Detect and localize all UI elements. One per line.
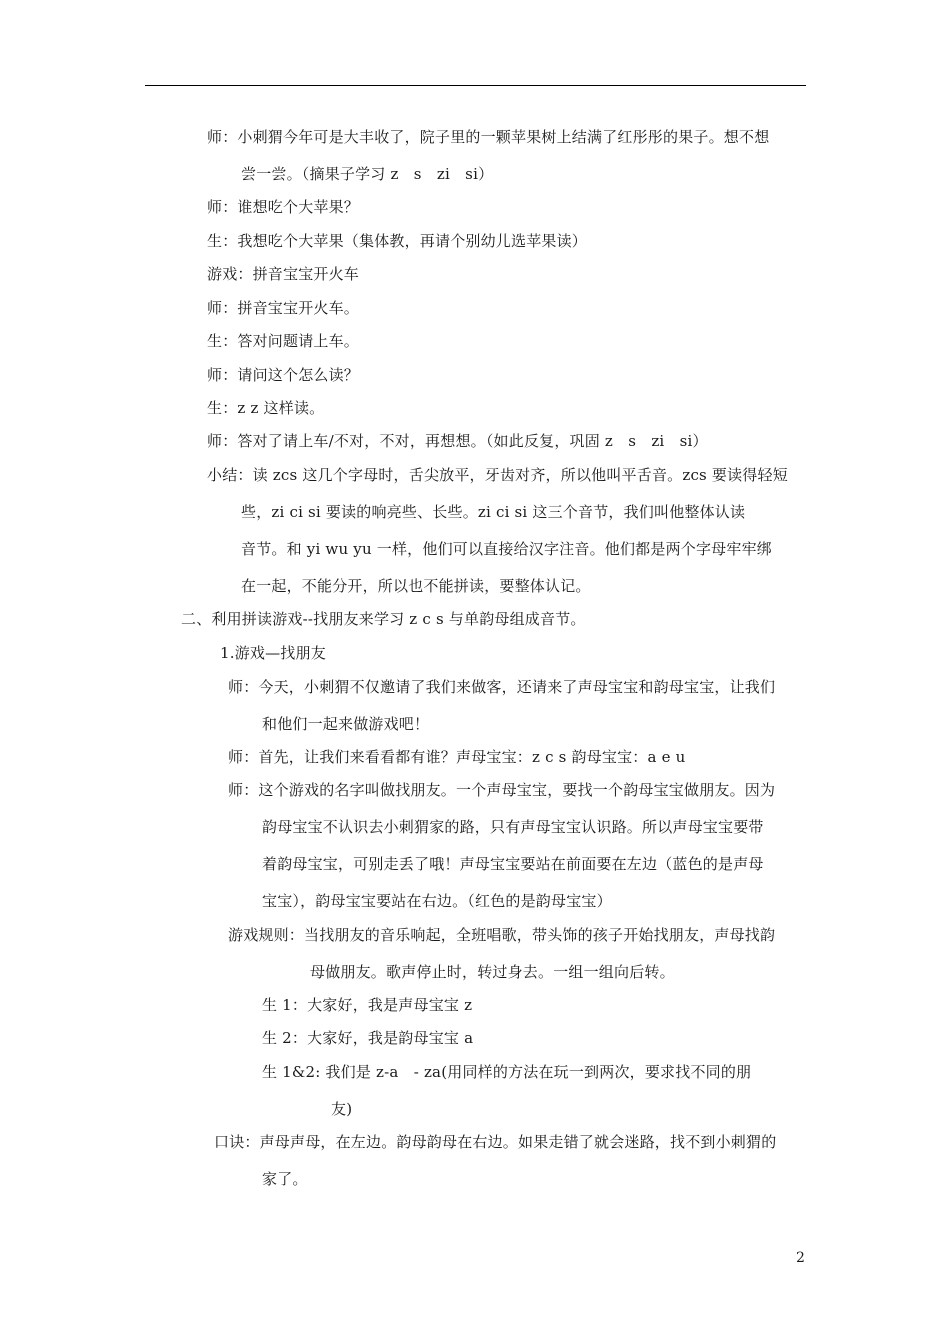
text-line: 音节。和 yi wu yu 一样，他们可以直接给汉字注音。他们都是两个字母牢牢绑 [241, 540, 772, 558]
text-line: 韵母宝宝不认识去小刺猬家的路，只有声母宝宝认识路。所以声母宝宝要带 [262, 818, 764, 836]
text-line: 生 1&2: 我们是 z-a - za(用同样的方法在玩一到两次，要求找不同的朋 [262, 1063, 752, 1081]
text-line: 师：小刺猬今年可是大丰收了，院子里的一颗苹果树上结满了红彤彤的果子。想不想 [207, 128, 770, 146]
header-rule [145, 85, 806, 86]
section-heading: 二、利用拼读游戏--找朋友来学习 z c s 与单韵母组成音节。 [181, 610, 586, 628]
text-line: 师：拼音宝宝开火车。 [207, 299, 360, 317]
text-line: 师：答对了请上车/不对，不对，再想想。（如此反复，巩固 z s zi si） [207, 432, 708, 450]
text-line: 友) [331, 1100, 353, 1118]
subsection-heading: 1.游戏—找朋友 [220, 644, 326, 662]
text-line: 宝宝），韵母宝宝要站在右边。（红色的是韵母宝宝） [262, 892, 612, 910]
text-line: 师：首先，让我们来看看都有谁？声母宝宝：z c s 韵母宝宝：a e u [228, 748, 686, 766]
text-line: 师：这个游戏的名字叫做找朋友。一个声母宝宝，要找一个韵母宝宝做朋友。因为 [228, 781, 776, 799]
text-line: 小结：读 zcs 这几个字母时，舌尖放平，牙齿对齐，所以他叫平舌音。zcs 要读得轻短 [207, 466, 788, 484]
text-line: 母做朋友。歌声停止时，转过身去。一组一组向后转。 [310, 963, 675, 981]
text-line: 生 1：大家好，我是声母宝宝 z [262, 996, 473, 1014]
text-line: 生：我想吃个大苹果（集体教，再请个别幼儿选苹果读） [207, 232, 588, 250]
text-line: 师：今天，小刺猬不仅邀请了我们来做客，还请来了声母宝宝和韵母宝宝，让我们 [228, 678, 776, 696]
text-line: 生：z z 这样读。 [207, 399, 325, 417]
text-line: 尝一尝。（摘果子学习 z s zi si） [241, 165, 494, 183]
text-line: 和他们一起来做游戏吧！ [262, 715, 430, 733]
text-line: 家了。 [262, 1170, 308, 1188]
text-line: 在一起，不能分开，所以也不能拼读，要整体认记。 [241, 577, 591, 595]
text-line: 生：答对问题请上车。 [207, 332, 360, 350]
text-line: 师：请问这个怎么读？ [207, 366, 360, 384]
text-line: 游戏规则：当找朋友的音乐响起，全班唱歌，带头饰的孩子开始找朋友，声母找韵 [228, 926, 776, 944]
text-line: 游戏：拼音宝宝开火车 [207, 265, 360, 283]
text-line: 师：谁想吃个大苹果？ [207, 198, 360, 216]
page-number: 2 [796, 1250, 805, 1266]
text-line: 些，zi ci si 要读的响亮些、长些。zi ci si 这三个音节，我们叫他整体认读 [241, 503, 746, 521]
text-line: 着韵母宝宝，可别走丢了哦！声母宝宝要站在前面要在左边（蓝色的是声母 [262, 855, 764, 873]
text-line: 口诀：声母声母，在左边。韵母韵母在右边。如果走错了就会迷路，找不到小刺猬的 [214, 1133, 777, 1151]
text-line: 生 2：大家好，我是韵母宝宝 a [262, 1029, 474, 1047]
